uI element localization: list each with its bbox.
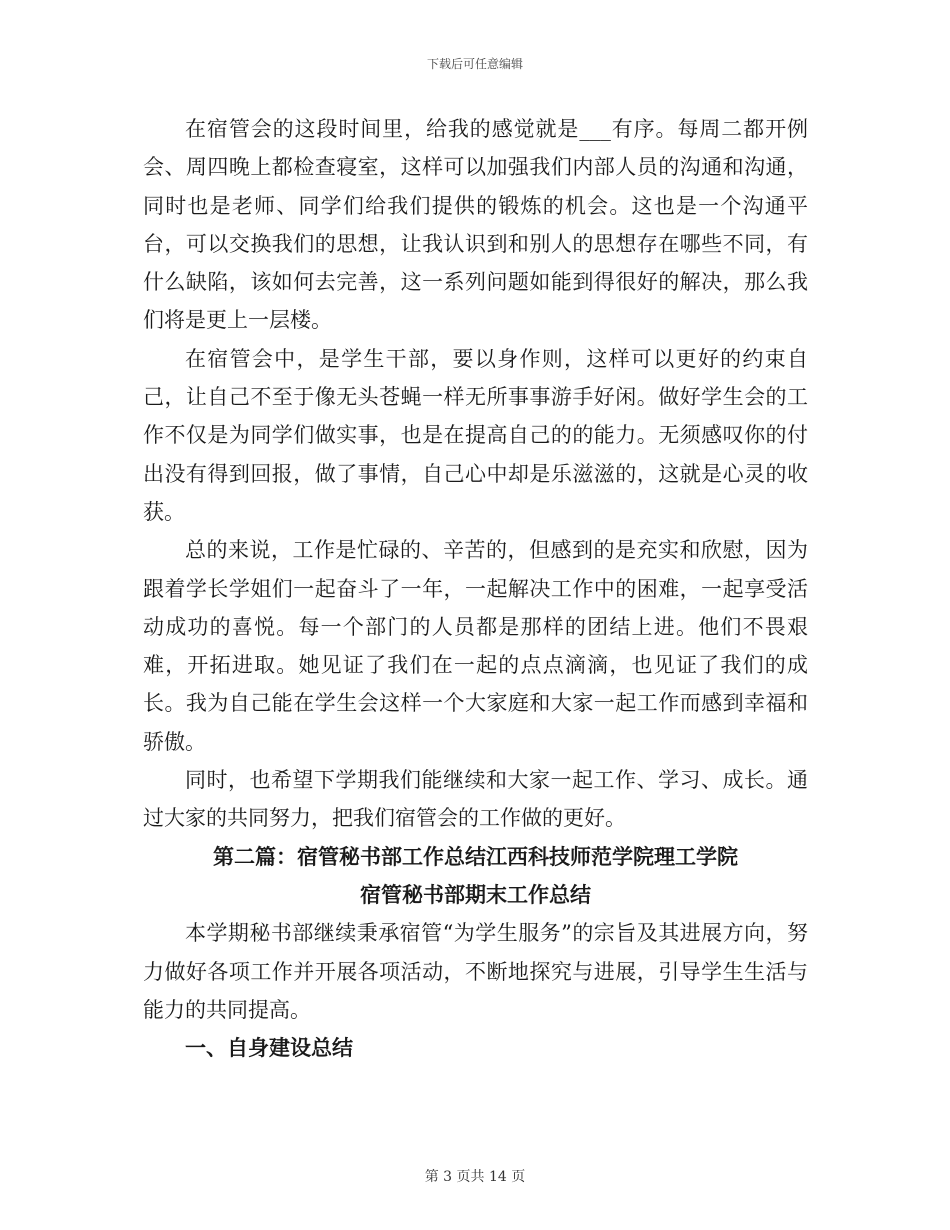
paragraph-1: 在宿管会的这段时间里，给我的感觉就是___有序。每周二都开例会、周四晚上都检查寝室，这样可以加强我们内部人员的沟通和沟通，同时也是老师、同学们给我们提供的锻炼的机会。这也是一个沟通平台，可以交换我们的思想，让我认识到和别人的思想存在哪些不同，有什么缺陷，该如何去完善，这一系列问题如能到得很好的解决，那么我们将是更上一层楼。: [143, 117, 808, 333]
paragraph-2: 在宿管会中，是学生干部，要以身作则，这样可以更好的约束自己，让自己不至于像无头苍蝇一样无所事事游手好闲。做好学生会的工作不仅是为同学们做实事，也是在提高自己的的能力。无须感叹你的付出没有得到回报，做了事情，自己心中却是乐滋滋的，这就是心灵的收获。: [143, 346, 808, 524]
page-footer: 第 3 页共 14 页: [424, 1169, 526, 1185]
paragraph-5: 本学期秘书部继续秉承宿管“为学生服务”的宗旨及其进展方向，努力做好各项工作并开展各项活动，不断地探究与进展，引导学生生活与能力的共同提高。: [143, 921, 808, 1022]
document-body: [143, 110, 808, 1067]
paragraph-3: 总的来说，工作是忙碌的、辛苦的，但感到的是充实和欣慰，因为跟着学长学姐们一起奋斗了一年，一起解决工作中的困难，一起享受活动成功的喜悦。每一个部门的人员都是那样的团结上进。他们不畏艰难，开拓进取。她见证了我们在一起的点点滴滴，也见证了我们的成长。我为自己能在学生会这样一个大家庭和大家一起工作而感到幸福和骄傲。: [143, 538, 808, 754]
article-subtitle: 宿管秘书部期末工作总结: [360, 881, 591, 907]
page-header: 下载后可任意编辑: [426, 57, 523, 71]
section-heading: 一、自身建设总结: [185, 1035, 353, 1061]
article-title: 第二篇：宿管秘书部工作总结江西科技师范学院理工学院: [213, 843, 738, 869]
paragraph-4: 同时，也希望下学期我们能继续和大家一起工作、学习、成长。通过大家的共同努力，把我们宿管会的工作做的更好。: [143, 768, 808, 831]
